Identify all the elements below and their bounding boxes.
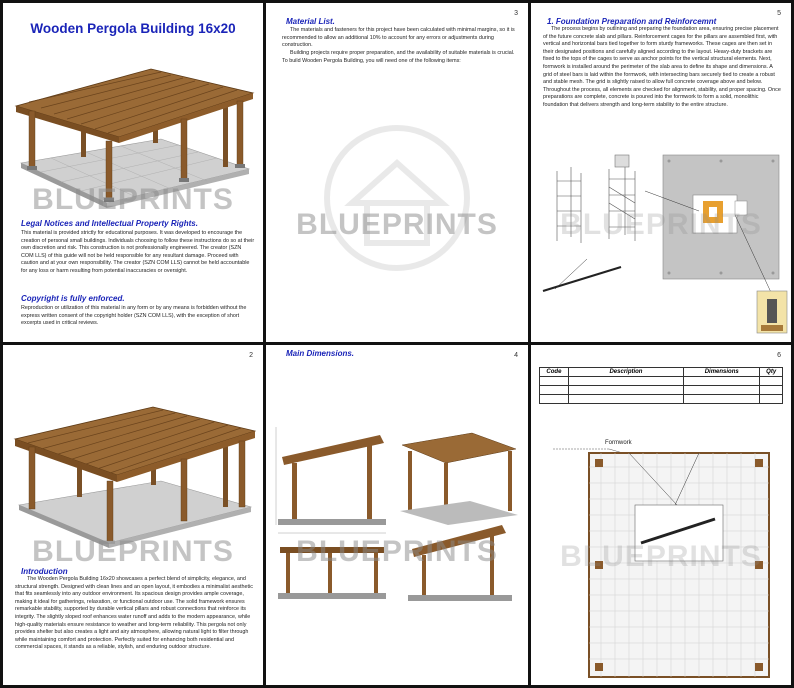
column-description: Description: [568, 368, 683, 377]
page-4: [266, 345, 528, 685]
watermark: BLUEPRINTS: [560, 540, 762, 573]
watermark: BLUEPRINTS: [32, 183, 234, 216]
dimension-views: [272, 415, 522, 615]
watermark: BLUEPRINTS: [32, 535, 234, 568]
page-2: [3, 345, 263, 685]
material-para-2: Building projects require proper preparation, and the availability of suitable materials is crucial. To build Wooden Pergola Building, you will need one of the following items:: [282, 50, 515, 64]
foundation-heading: 1. Foundation Preparation and Reinforcemnt: [547, 17, 717, 26]
column-dimensions: Dimensions: [684, 368, 760, 377]
page-number: 5: [777, 10, 781, 17]
column-qty: Qty: [760, 368, 783, 377]
watermark-house-logo: [322, 123, 472, 273]
introduction-text: The Wooden Pergola Building 16x20 showcases a perfect blend of simplicity, elegance, and structural strength. Designed with clean lines and an open layout, it embodies a minimalist aesthetic that fits seamlessly into any outdoor environment. Its spacious design provides ample coverage, making it ideal for gatherings, relaxation, or functional outdoor use. The solid framework ensures remarkable stability, supported by durable vertical pillars and robust connections that reinforce its integrity. The slightly sloped roof enhances water runoff and adds to the modern appearance, while high-quality materials ensure resistance to weather and long-term reliability. This pergola not only provides shelter but also creates a light and airy atmosphere, allowing natural light to filter through while maintaining comfort and protection. Perfectly suited for enhancing both residential and commercial spaces, it stands as a reliable, stylish, and enduring outdoor structure.: [15, 576, 253, 651]
foundation-text: The process begins by outlining and preparing the foundation area, ensuring precise placement of the future concrete slab and pillars. Reinforcement cages for the pillars are assembled first, with vertical and horizontal bars tied together to form sturdy frameworks. These cages are then set in their designated positions and carefully aligned according to the layout. Heavy-duty brackets are fixed to the tops of the cages to serve as anchor points for the vertical structural elements. Next, formwork is installed around the perimeter of the slab area to define its shape and dimensions. A grid of steel bars is laid within the formwork, with intersecting bars securely tied to create a robust and stable mesh. The grid is slightly raised to allow full concrete coverage above and below. Throughout the process, all elements are checked for alignment, stability, and proper spacing. Once preparations are complete, concrete is poured into the formwork to form a solid, monolithic foundation that delivers strength and long-term stability to the entire structure.: [543, 26, 781, 108]
column-code: Code: [540, 368, 569, 377]
main-dimensions-heading: Main Dimensions.: [286, 349, 355, 358]
table-row: [540, 395, 783, 404]
material-para-1: The materials and fasteners for this project have been calculated with minimal margins, so it is recommended to allow an additional 10% to account for any errors or adjustments during construction.: [282, 27, 515, 49]
watermark: BLUEPRINTS: [296, 208, 498, 241]
material-list-heading: Material List.: [286, 17, 335, 26]
formwork-label: Formwork: [605, 440, 632, 446]
foundation-drawings: [535, 151, 789, 339]
copyright-text: Reproduction or utilization of this material in any form or by any means is forbidden without the express written consent of the copyright holder (SZN COM LLS), with the exception of short excerpts used in critical reviews.: [21, 305, 247, 327]
introduction-heading: Introduction: [21, 567, 68, 576]
page-number: 3: [514, 10, 518, 17]
table-row: [540, 386, 783, 395]
page-number: 2: [249, 352, 253, 359]
page-number: 4: [514, 352, 518, 359]
legal-heading: Legal Notices and Intellectual Property Rights.: [21, 219, 198, 228]
watermark: BLUEPRINTS: [560, 208, 762, 241]
bill-of-materials-table: [539, 367, 783, 404]
pergola-render-side: [11, 397, 256, 557]
page-1: [3, 3, 263, 342]
page-number: 6: [777, 352, 781, 359]
document-title: Wooden Pergola Building 16x20: [30, 21, 236, 36]
table-row: [540, 377, 783, 386]
copyright-heading: Copyright is fully enforced.: [21, 294, 125, 303]
watermark: BLUEPRINTS: [296, 535, 498, 568]
page-5: [531, 3, 791, 342]
table-header-row: [540, 368, 783, 377]
page-3: [266, 3, 528, 342]
page-6: [531, 345, 791, 685]
legal-text: This material is provided strictly for educational purposes. It was developed to encourage the creation of personal small buildings. Individuals choosing to follow these instructions do so at their own discretion and risk. This construction is not professionally engineered. The creator (SZN COM LLS) of this guide will not be held responsible for any resultant damage. Proceed with caution and at your own responsibility. The creator (SZN COM LLS) cannot be held accountable for any loss or harm resulting from potential inaccuracies or oversight.: [21, 230, 255, 274]
